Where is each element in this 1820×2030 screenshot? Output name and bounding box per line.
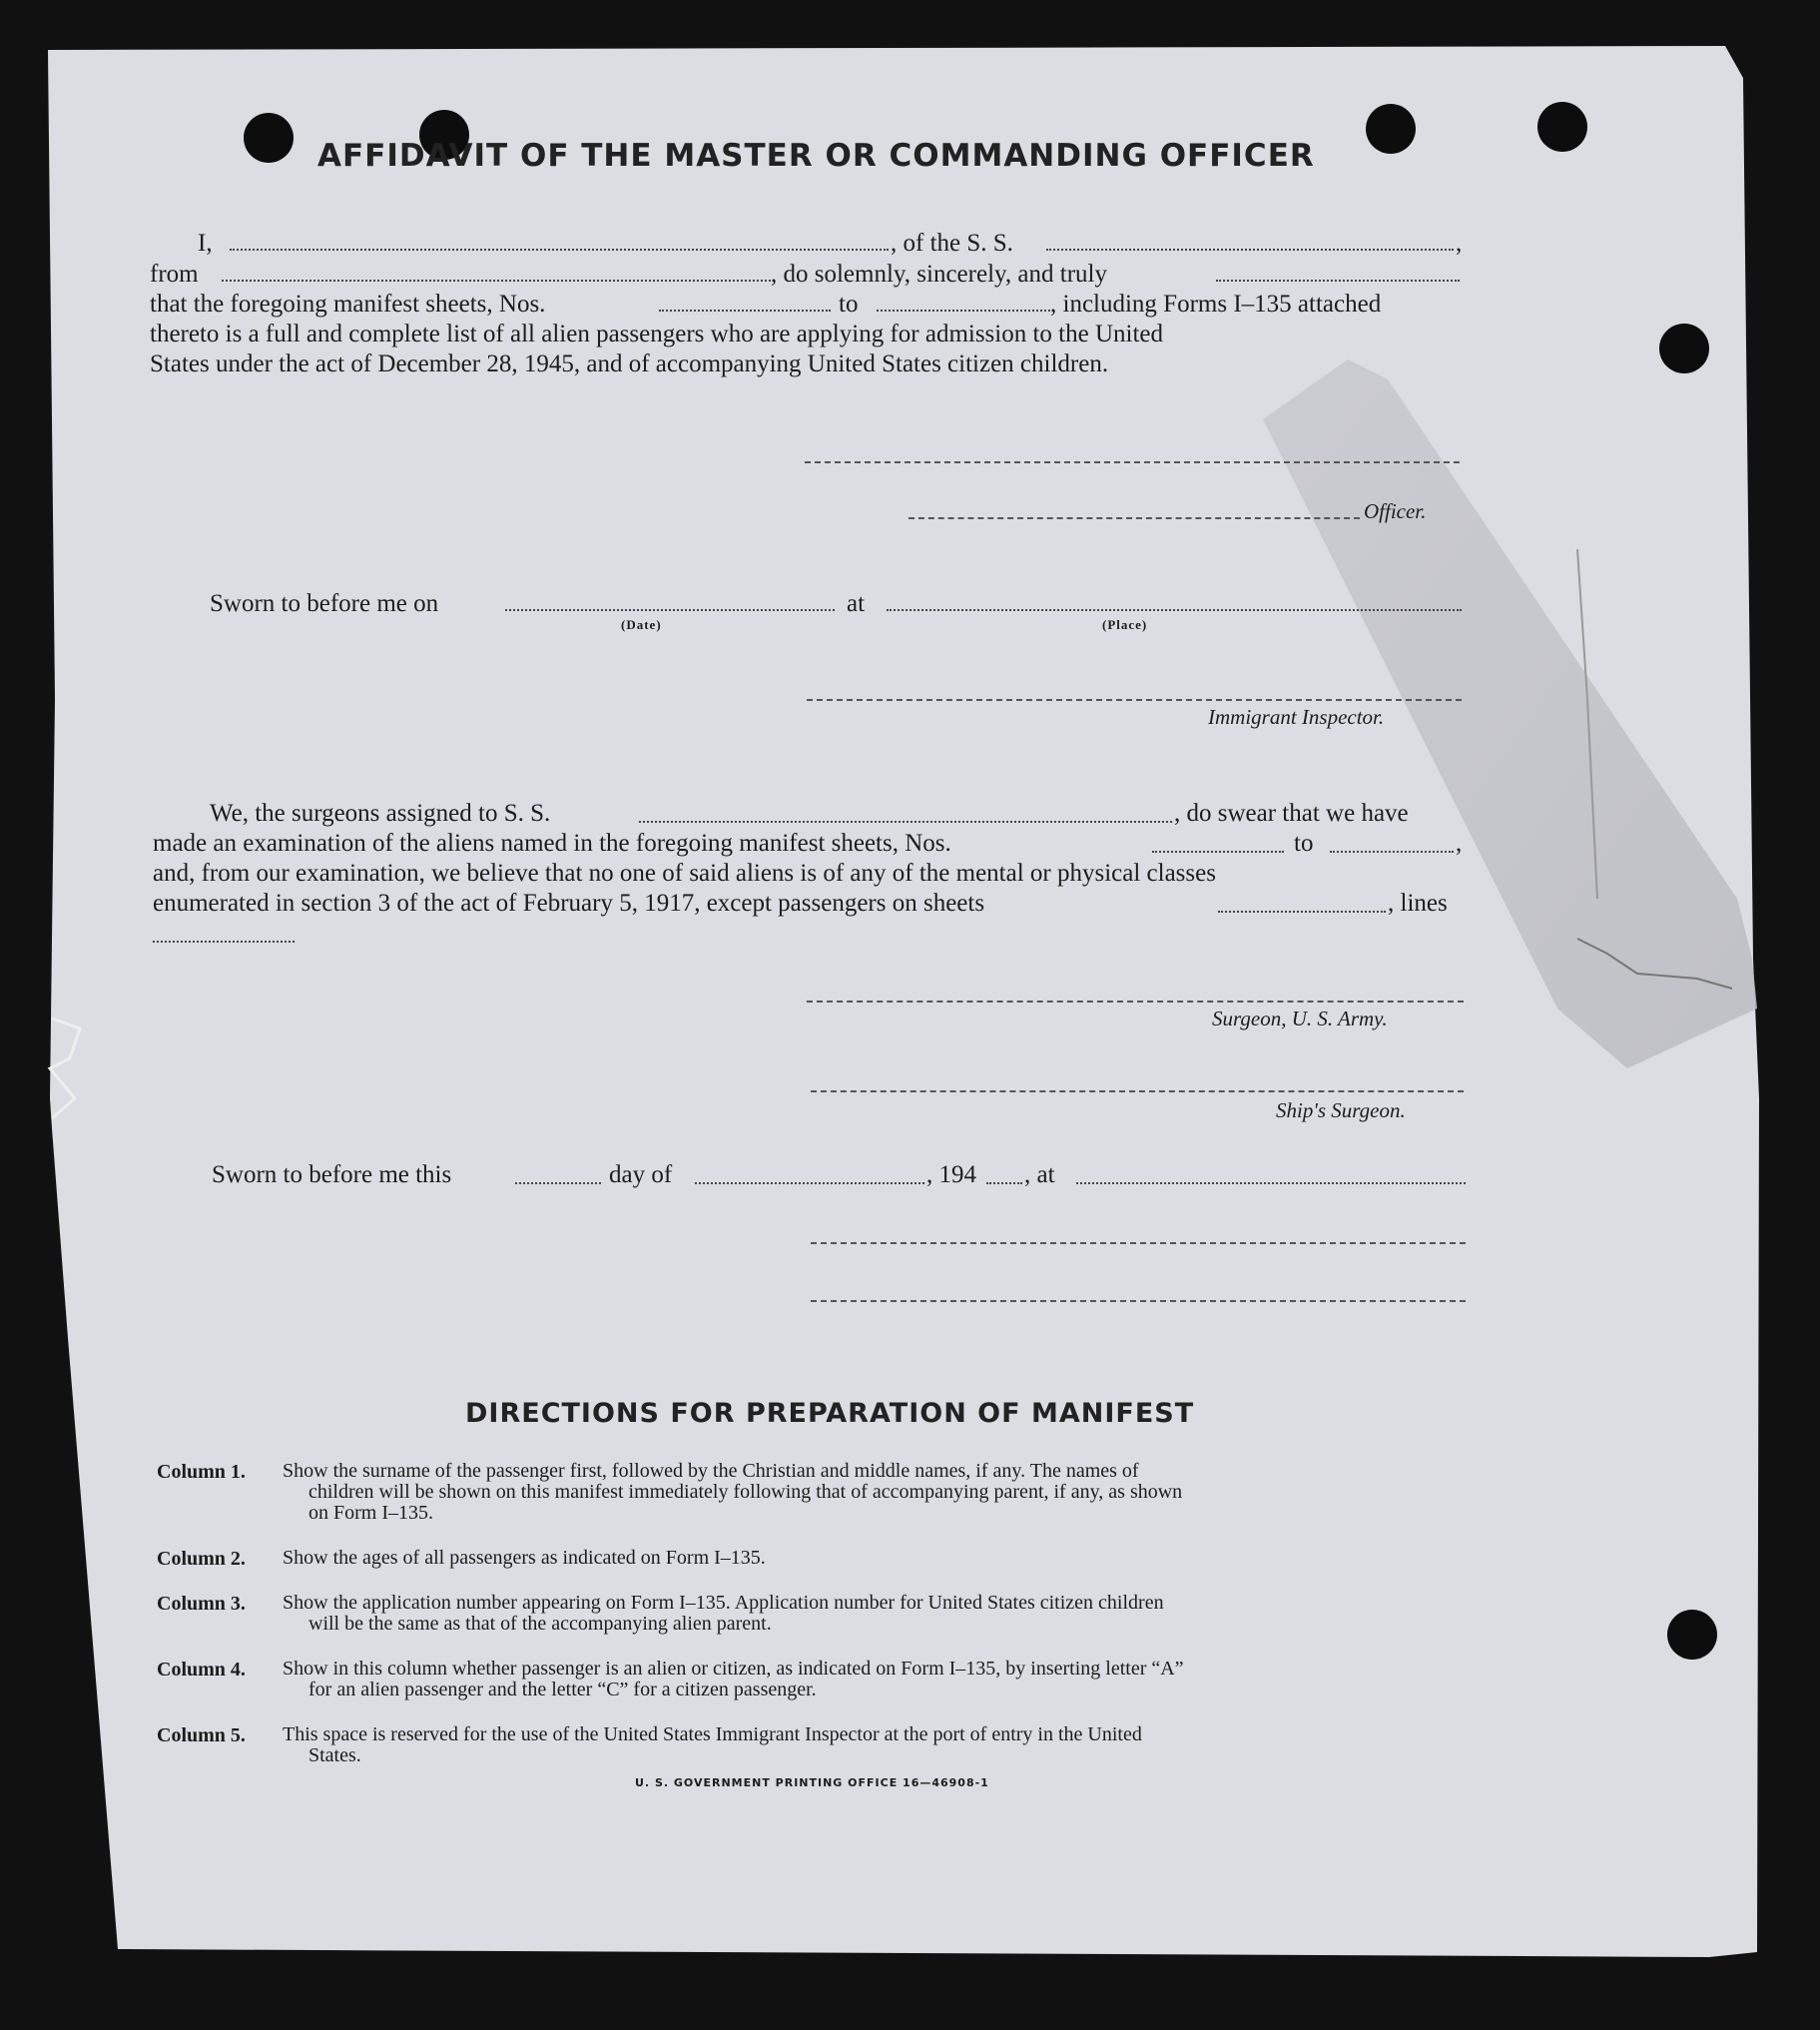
affidavit-line2-start: from xyxy=(150,261,199,288)
column-2-label: Column 2. xyxy=(157,1548,246,1570)
affidavit-line1-start: I, xyxy=(198,230,213,257)
surgeons-line4-end: , lines xyxy=(1388,890,1448,917)
punch-hole xyxy=(1667,1610,1717,1660)
officer-signature-line-1[interactable] xyxy=(805,461,1460,463)
sworn2-day-field[interactable] xyxy=(515,1182,601,1184)
printer-imprint: U. S. GOVERNMENT PRINTING OFFICE 16—46908-1 xyxy=(635,1776,989,1789)
surgeons-line1-start: We, the surgeons assigned to S. S. xyxy=(210,800,551,827)
sworn1-place-field[interactable] xyxy=(887,609,1462,611)
date-caption: (Date) xyxy=(621,617,662,632)
ship-surgeon-signature-line[interactable] xyxy=(811,1090,1464,1092)
place-caption: (Place) xyxy=(1102,617,1148,632)
column-4-label: Column 4. xyxy=(157,1659,246,1681)
affidavit-line1-end: , xyxy=(1456,230,1463,257)
affidavit-line3-start: that the foregoing manifest sheets, Nos. xyxy=(150,291,546,318)
surgeons-line1-end: , do swear that we have xyxy=(1174,800,1409,827)
column-3-line-1: Show the application number appearing on Form I–135. Application number for United States citizen children xyxy=(283,1592,1164,1614)
affidavit-line3-end: , including Forms I–135 attached xyxy=(1050,291,1382,318)
sheet-number-to-field[interactable] xyxy=(877,310,1050,312)
affidavit-line3-to: to xyxy=(839,291,859,318)
master-name-field[interactable] xyxy=(230,249,889,251)
surgeons-line2-to: to xyxy=(1294,830,1314,857)
column-5-line-2: States. xyxy=(308,1744,361,1766)
surgeons-line2-start: made an examination of the aliens named in the foregoing manifest sheets, Nos. xyxy=(153,830,951,857)
column-3-line-2: will be the same as that of the accompanying alien parent. xyxy=(308,1613,772,1635)
affidavit-line2-mid: , do solemnly, sincerely, and truly xyxy=(771,261,1107,288)
army-surgeon-label: Surgeon, U. S. Army. xyxy=(1212,1007,1388,1030)
column-4-line-2: for an alien passenger and the letter “C” for a citizen passenger. xyxy=(308,1679,817,1700)
ship-surgeon-label: Ship's Surgeon. xyxy=(1276,1098,1406,1122)
officer-signature-line-2[interactable] xyxy=(909,517,1360,519)
sworn2-place-field[interactable] xyxy=(1076,1182,1466,1184)
column-2-text xyxy=(283,1548,766,1569)
column-3-label: Column 3. xyxy=(157,1593,246,1615)
sworn2-month-field[interactable] xyxy=(695,1182,924,1184)
column-4-text xyxy=(283,1659,1184,1700)
surgeons-line2-end: , xyxy=(1456,830,1463,857)
affidavit-line1-mid: , of the S. S. xyxy=(891,230,1013,257)
affidavit-line5: States under the act of December 28, 1945, and of accompanying United States citizen children. xyxy=(150,350,1109,377)
surgeons-ship-field[interactable] xyxy=(639,821,1172,823)
column-1-line-1: Show the surname of the passenger first, followed by the Christian and middle names, if any. The names of xyxy=(283,1460,1139,1482)
punch-hole xyxy=(1537,102,1587,152)
sworn1-text: Sworn to before me on xyxy=(210,590,439,617)
sworn1-at: at xyxy=(847,590,866,617)
punch-hole xyxy=(1659,324,1709,373)
sworn2-day-of: day of xyxy=(609,1161,673,1188)
oath-type-field[interactable] xyxy=(1216,280,1460,282)
sworn2-year-field[interactable] xyxy=(986,1182,1022,1184)
affidavit-title: AFFIDAVIT OF THE MASTER OR COMMANDING OFFICER xyxy=(317,138,1315,174)
sheet-number-from-field[interactable] xyxy=(659,310,831,312)
punch-hole xyxy=(1366,104,1416,154)
ship-name-field[interactable] xyxy=(1046,249,1454,251)
column-5-label: Column 5. xyxy=(157,1724,246,1746)
sworn2-text: Sworn to before me this xyxy=(212,1161,452,1188)
surgeons-line4-start: enumerated in section 3 of the act of February 5, 1917, except passengers on sheets xyxy=(153,890,985,917)
surgeons-sheet-to-field[interactable] xyxy=(1330,851,1454,853)
column-1-text xyxy=(283,1461,1182,1524)
inspector-signature-line[interactable] xyxy=(807,699,1462,701)
directions-title: DIRECTIONS FOR PREPARATION OF MANIFEST xyxy=(465,1398,1195,1429)
departure-port-field[interactable] xyxy=(222,280,771,282)
sworn2-at: , at xyxy=(1024,1161,1055,1188)
sworn2-year-prefix: , 194 xyxy=(926,1161,976,1188)
punch-hole xyxy=(244,113,294,163)
sworn2-signature-line-1[interactable] xyxy=(811,1242,1466,1244)
column-4-line-1: Show in this column whether passenger is an alien or citizen, as indicated on Form I–135, by inserting letter “A” xyxy=(283,1658,1184,1680)
officer-label: Officer. xyxy=(1364,499,1427,523)
column-5-line-1: This space is reserved for the use of the United States Immigrant Inspector at the port of entry in the United xyxy=(283,1723,1142,1745)
army-surgeon-signature-line[interactable] xyxy=(807,1001,1464,1003)
inspector-label: Immigrant Inspector. xyxy=(1208,705,1385,729)
column-2-line-1: Show the ages of all passengers as indicated on Form I–135. xyxy=(283,1547,766,1569)
column-1-line-2: children will be shown on this manifest immediately following that of accompanying parent, if any, as shown xyxy=(308,1481,1183,1503)
column-1-label: Column 1. xyxy=(157,1461,246,1483)
surgeons-sheet-from-field[interactable] xyxy=(1152,851,1284,853)
sworn2-signature-line-2[interactable] xyxy=(811,1300,1466,1302)
column-1-line-3: on Form I–135. xyxy=(308,1502,433,1524)
sworn1-date-field[interactable] xyxy=(505,609,835,611)
surgeons-line3: and, from our examination, we believe that no one of said aliens is of any of the mental or physical classes xyxy=(153,860,1216,887)
affidavit-line4: thereto is a full and complete list of all alien passengers who are applying for admission to the United xyxy=(150,321,1164,347)
excepted-sheets-field[interactable] xyxy=(1218,911,1386,913)
excepted-lines-field[interactable] xyxy=(153,941,295,943)
column-3-text xyxy=(283,1593,1164,1635)
column-5-text xyxy=(283,1724,1142,1766)
